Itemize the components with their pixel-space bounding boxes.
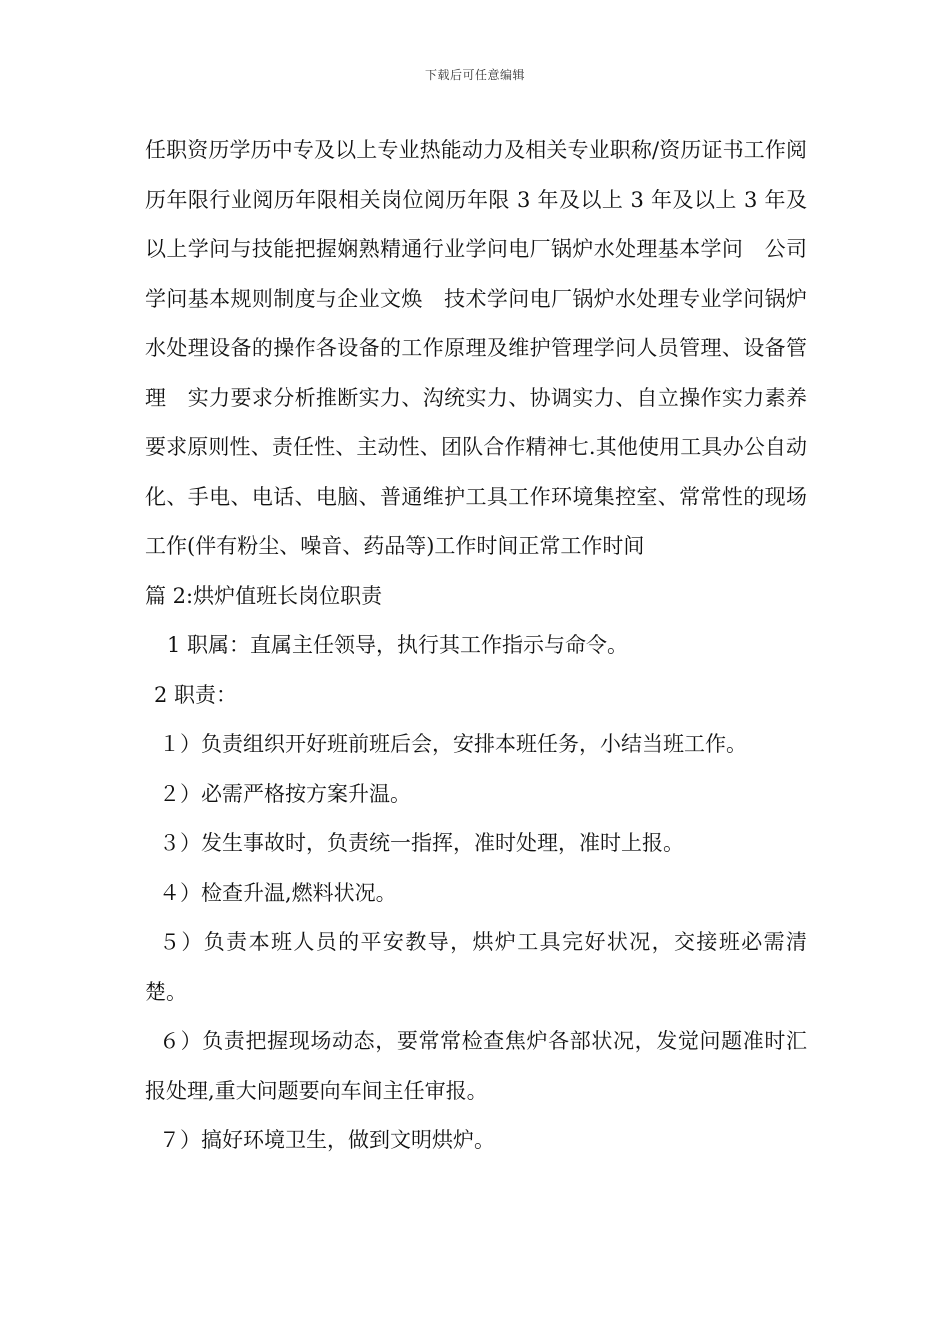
- duty-item-text: ５）负责本班人员的平安教导，烘炉工具完好状况，交接班必需清楚。: [145, 930, 807, 1004]
- duty-item: ３）发生事故时，负责统一指挥，准时处理，准时上报。: [159, 831, 684, 855]
- section-title: 篇 2:烘炉值班长岗位职责: [145, 583, 383, 608]
- duty-item: ７）搞好环境卫生，做到文明烘炉。: [159, 1128, 495, 1152]
- duty-item: ２）必需严格按方案升温。: [159, 781, 411, 806]
- duty-item: １）负责组织开好班前班后会，安排本班任务，小结当班工作。: [159, 732, 747, 756]
- intro-paragraph: 任职资历学历中专及以上专业热能动力及相关专业职称/资历证书工作阅历年限行业阅历年限相关岗位阅历年限 3 年及以上 3 年及以上 3 年及以上学问与技能把握娴熟精通行业学问电厂锅炉水处理基本学问 公司学问基本规则制度与企业文焕 技术学问电厂锅炉水处理专业学问锅炉水处理设备的操作各设备的工作原理及维护管理学问人员管理、设备管理 实力要求分析推断实力、沟统实力、协调实力、自立操作实力素养要求原则性、责任性、主动性、团队合作精神七.其他使用工具办公自动化、手电、电话、电脑、普通维护工具工作环境集控室、常常性的现场工作(伴有粉尘、噪音、药品等)工作时间正常工作时间: [145, 138, 807, 558]
- duties-heading: 2 职责：: [154, 682, 238, 707]
- document-body: [145, 126, 807, 1166]
- page-header: 下载后可任意编辑: [424, 68, 525, 82]
- duty-item-text: ６）负责把握现场动态，要常常检查焦炉各部状况，发觉问题准时汇报处理,重大问题要向车间主任审报。: [145, 1029, 807, 1103]
- affiliation-item: 1 职属：直属主任领导，执行其工作指示与命令。: [167, 633, 629, 657]
- duty-item: [145, 918, 807, 1017]
- duty-item: [145, 1017, 807, 1116]
- duty-item: ４）检查升温,燃料状况。: [159, 880, 397, 905]
